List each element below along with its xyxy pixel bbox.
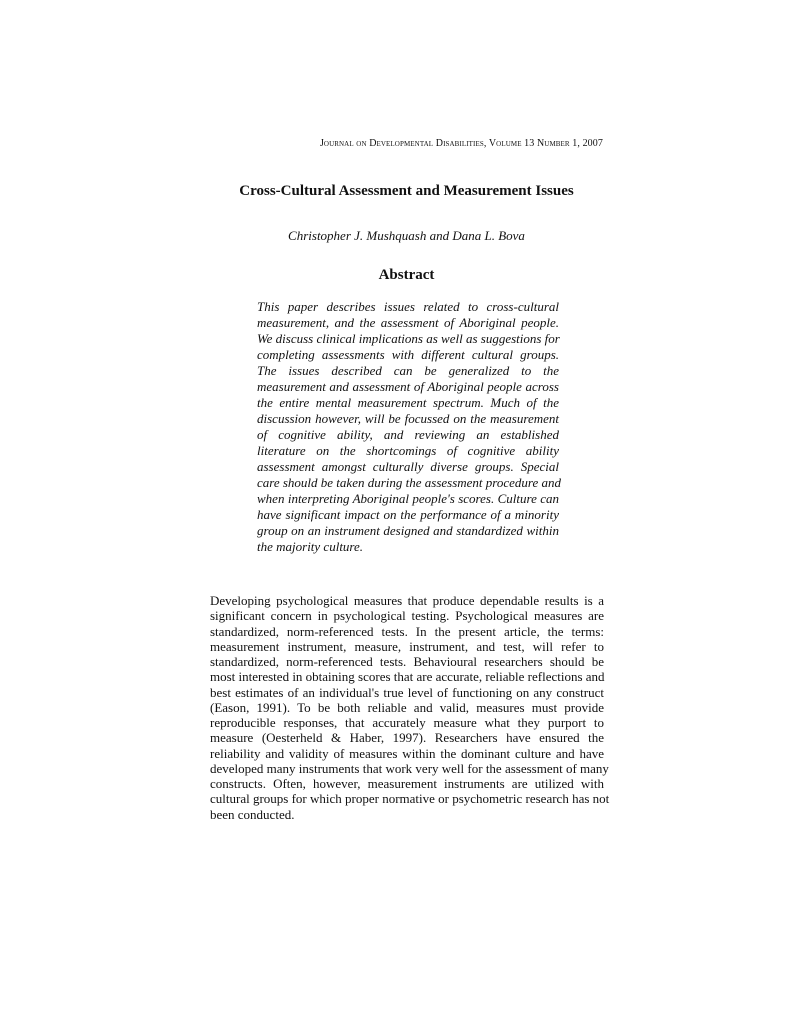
- running-head: Journal on Developmental Disabilities, Volume 13 Number 1, 2007: [319, 138, 603, 149]
- abstract-heading: Abstract: [378, 267, 435, 283]
- author-line: Christopher J. Mushquash and Dana L. Bova: [288, 228, 525, 243]
- abstract-line: care should be taken during the assessment procedure and: [257, 475, 562, 490]
- abstract-line: when interpreting Aboriginal people's scores. Culture can: [257, 491, 559, 506]
- body-line: most interested in obtaining scores that are accurate, reliable reflections and: [210, 669, 605, 685]
- abstract-line: discussion however, will be focussed on the measurement: [257, 411, 559, 426]
- body-line: measure (Oesterheld & Haber, 1997). Researchers have ensured the: [210, 730, 604, 746]
- abstract-line: group on an instrument designed and standardized within: [257, 523, 559, 538]
- body-line: reproducible responses, that accurately measure what they purport to: [210, 715, 604, 730]
- body-line: been conducted.: [210, 806, 295, 822]
- paper-title: Cross-Cultural Assessment and Measurement Issues: [239, 183, 574, 199]
- body-line: (Eason, 1991). To be both reliable and valid, measures must provide: [210, 699, 604, 715]
- abstract-line: completing assessments with different cultural groups.: [257, 347, 559, 362]
- body-line: cultural groups for which proper normative or psychometric research has not: [210, 791, 610, 807]
- abstract-line: This paper describes issues related to cross-cultural: [257, 299, 559, 314]
- body-line: measurement instrument, measure, instrument, and test, will refer to: [210, 638, 604, 654]
- body-line: best estimates of an individual's true level of functioning on any construct: [210, 684, 604, 700]
- abstract-line: measurement and assessment of Aboriginal people across: [257, 379, 559, 394]
- abstract-line: the majority culture.: [257, 539, 364, 554]
- body-line: significant concern in psychological testing. Psychological measures are: [210, 608, 604, 624]
- body-line: developed many instruments that work very well for the assessment of many: [210, 760, 609, 776]
- body-line: standardized, norm-referenced tests. Behavioural researchers should be: [210, 654, 604, 669]
- abstract-line: of cognitive ability, and reviewing an established: [257, 427, 559, 442]
- body-line: Developing psychological measures that produce dependable results is a: [210, 593, 604, 608]
- abstract-line: the entire mental measurement spectrum. Much of the: [257, 395, 559, 410]
- abstract-line: measurement, and the assessment of Aboriginal people.: [257, 315, 559, 330]
- abstract-line: have significant impact on the performance of a minority: [257, 507, 559, 522]
- abstract-body: [257, 299, 562, 555]
- abstract-line: The issues described can be generalized to the: [257, 363, 559, 378]
- body-paragraph: [210, 593, 610, 822]
- body-line: standardized, norm-referenced tests. In the present article, the terms:: [210, 623, 604, 639]
- body-line: constructs. Often, however, measurement instruments are utilized with: [210, 776, 604, 791]
- abstract-line: We discuss clinical implications as well as suggestions for: [257, 331, 560, 346]
- abstract-line: assessment amongst culturally diverse groups. Special: [257, 459, 559, 474]
- body-line: reliability and validity of measures within the dominant culture and have: [210, 745, 604, 761]
- abstract-line: literature on the shortcomings of cognitive ability: [257, 443, 559, 458]
